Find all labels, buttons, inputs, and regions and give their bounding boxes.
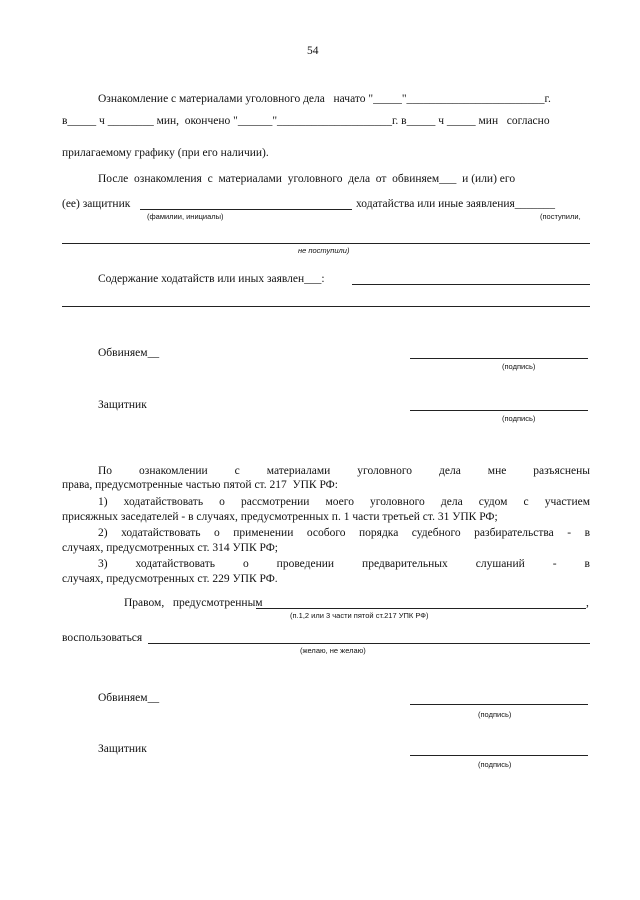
- defender-label: (ее) защитник: [62, 198, 131, 210]
- rights-intro-line1: По ознакомлении с материалами уголовного дела мне разъяснены: [98, 465, 590, 477]
- defender-signature-field-2[interactable]: [410, 755, 588, 756]
- defender-signature-field[interactable]: [410, 410, 588, 411]
- rights-intro-line2: права, предусмотренные частью пятой ст. 217 УПК РФ:: [62, 479, 338, 491]
- right-3-line2: случаях, предусмотренных ст. 229 УПК РФ.: [62, 573, 278, 585]
- right-use-comma: ,: [586, 597, 589, 609]
- right-2-line1: 2) ходатайствовать о применении особого порядка судебного разбирательства - в: [98, 527, 590, 539]
- page-number: 54: [307, 45, 319, 57]
- received-field[interactable]: [62, 243, 590, 244]
- defender-signature-hint-2: (подпись): [478, 760, 512, 769]
- not-received-hint: не поступили): [298, 246, 350, 255]
- accused-signature-hint-2: (подпись): [478, 710, 512, 719]
- motions-content-field[interactable]: [352, 284, 590, 285]
- defender-sign-label-2: Защитник: [98, 743, 147, 755]
- wish-field[interactable]: [148, 643, 590, 644]
- wish-hint: (желаю, не желаю): [300, 646, 366, 655]
- after-review-line: После ознакомления с материалами уголовного дела от обвиняем___ и (или) его: [98, 173, 516, 185]
- right-1-line2: присяжных заседателей - в случаях, предусмотренных п. 1 части третьей ст. 31 УПК РФ;: [62, 511, 498, 523]
- motions-content-label: Содержание ходатайств или иных заявлен___:: [98, 273, 325, 285]
- defender-signature-hint: (подпись): [502, 414, 536, 423]
- defender-names-field[interactable]: [140, 209, 352, 210]
- right-1-line1: 1) ходатайствовать о рассмотрении моего уголовного дела судом с участием: [98, 496, 590, 508]
- motions-label: ходатайства или иные заявления_______: [356, 198, 556, 210]
- review-end-line: в_____ ч ________ мин, окончено "______"____________________г. в_____ ч _____ мин согласно: [62, 115, 550, 127]
- motions-content-field-2[interactable]: [62, 306, 590, 307]
- accused-signature-field[interactable]: [410, 358, 588, 359]
- review-start-line: Ознакомление с материалами уголовного дела начато "_____"________________________г.: [98, 93, 551, 105]
- right-points-hint: (п.1,2 или 3 части пятой ст.217 УПК РФ): [290, 611, 429, 620]
- received-hint: (поступили,: [540, 212, 581, 221]
- right-2-line2: случаях, предусмотренных ст. 314 УПК РФ;: [62, 542, 279, 554]
- defender-sign-label: Защитник: [98, 399, 147, 411]
- use-label: воспользоваться: [62, 632, 143, 644]
- schedule-line: прилагаемому графику (при его наличии).: [62, 147, 269, 159]
- accused-signature-field-2[interactable]: [410, 704, 588, 705]
- accused-signature-hint: (подпись): [502, 362, 536, 371]
- right-3-line1: 3) ходатайствовать о проведении предварительных слушаний - в: [98, 558, 590, 570]
- accused-label-2: Обвиняем__: [98, 692, 160, 704]
- accused-label: Обвиняем__: [98, 347, 160, 359]
- names-hint: (фамилии, инициалы): [147, 212, 224, 221]
- right-use-label: Правом, предусмотренным: [124, 597, 263, 609]
- right-points-field[interactable]: [256, 608, 586, 609]
